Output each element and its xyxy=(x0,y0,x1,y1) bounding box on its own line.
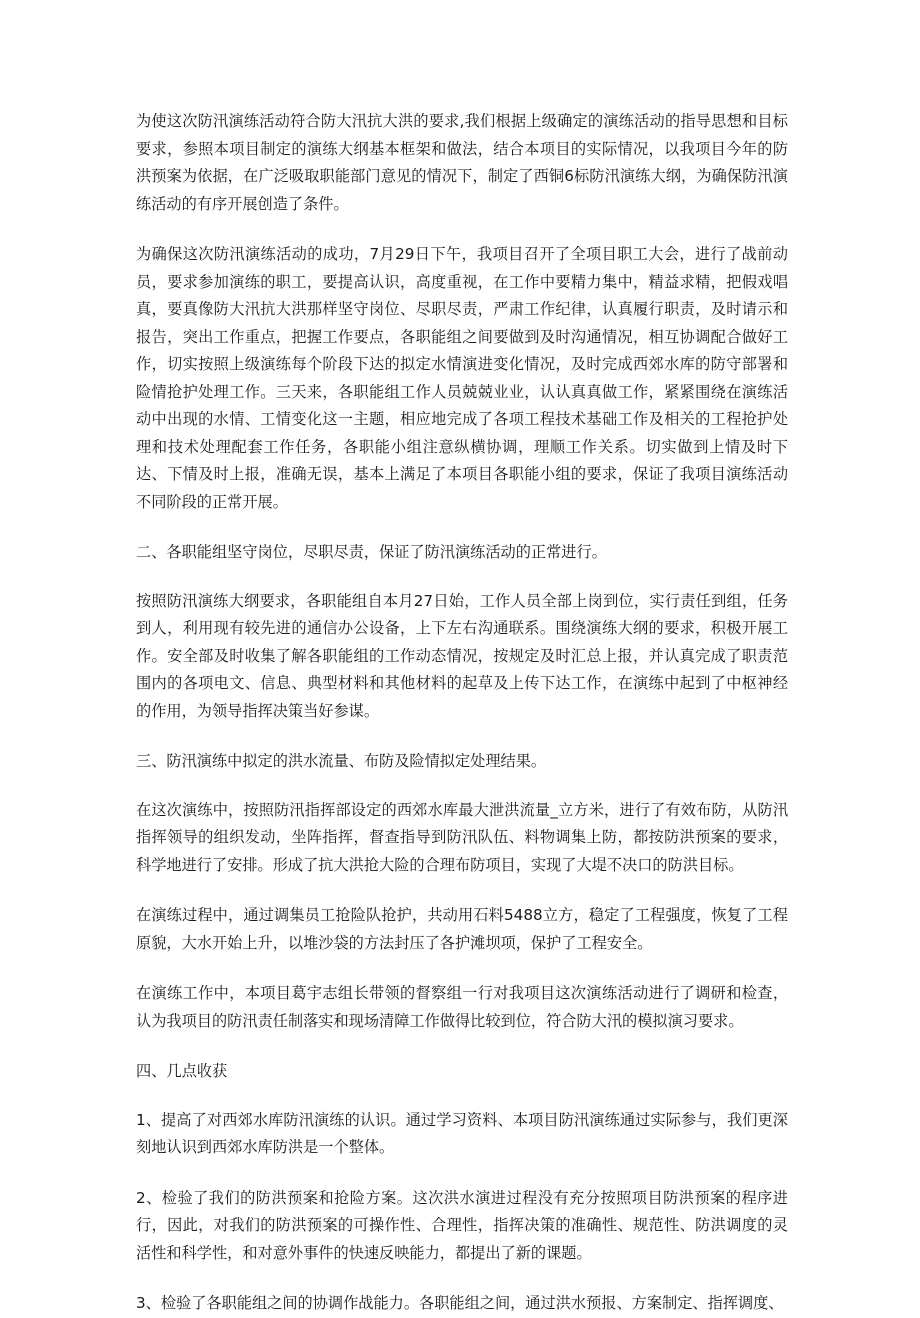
paragraph-flood-deployment: 在这次演练中，按照防汛指挥部设定的西郊水库最大泄洪流量_立方米，进行了有效布防，从防汛指挥领导的组织发动，坐阵指挥，督查指导到防汛队伍、料物调集上防，都按防洪预案的要求，科学地进行了安排。形成了抗大洪抢大险的合理布防项目，实现了大堤不决口的防洪目标。 xyxy=(136,800,788,874)
section-heading-2: 二、各职能组坚守岗位，尽职尽责，保证了防汛演练活动的正常进行。 xyxy=(136,543,607,561)
paragraph-rescue: 在演练过程中，通过调集员工抢险队抢护，共动用石料5488立方，稳定了工程强度，恢复了工程原貌，大水开始上升，以堆沙袋的方法封压了各护滩坝项，保护了工程安全。 xyxy=(136,906,788,952)
paragraph-mobilization: 为确保这次防汛演练活动的成功，7月29日下午，我项目召开了全项目职工大会，进行了战前动员，要求参加演练的职工，要提高认识，高度重视，在工作中要精力集中，精益求精，把假戏唱真，要真像防大汛抗大洪那样坚守岗位、尽职尽责，严肃工作纪律，认真履行职责，及时请示和报告，突出工作重点，把握工作要点，各职能组之间要做到及时沟通情况，相互协调配合做好工作，切实按照上级演练每个阶段下达的拟定水情演进变化情况，及时完成西郊水库的防守部署和险情抢护处理工作。三天来，各职能组工作人员兢兢业业，认认真真做工作，紧紧围绕在演练活动中出现的水情、工情变化这一主题，相应地完成了各项工程技术基础工作及相关的工程抢护处理和技术处理配套工作任务，各职能小组注意纵横协调，理顺工作关系。切实做到上情及时下达、下情及时上报，准确无误，基本上满足了本项目各职能小组的要求，保证了我项目演练活动不同阶段的正常开展。 xyxy=(136,245,788,511)
section-heading-4: 四、几点收获 xyxy=(136,1062,228,1080)
document-body xyxy=(136,108,788,1318)
section-heading-3: 三、防汛演练中拟定的洪水流量、布防及险情拟定处理结果。 xyxy=(136,752,547,770)
paragraph-duty: 按照防汛演练大纲要求，各职能组自本月27日始，工作人员全部上岗到位，实行责任到组，任务到人，利用现有较先进的通信办公设备，上下左右沟通联系。围绕演练大纲的要求，积极开展工作。安全部及时收集了解各职能组的工作动态情况，按规定及时汇总上报，并认真完成了职责范围内的各项电文、信息、典型材料和其他材料的起草及上传下达工作，在演练中起到了中枢神经的作用，为领导指挥决策当好参谋。 xyxy=(136,591,788,720)
list-item-3: 3、检验了各职能组之间的协调作战能力。各职能组之间，通过洪水预报、方案制定、指挥调度、 xyxy=(136,1294,784,1312)
paragraph-inspection: 在演练工作中，本项目葛宇志组长带领的督察组一行对我项目这次演练活动进行了调研和检查，认为我项目的防汛责任制落实和现场清障工作做得比较到位，符合防大汛的模拟演习要求。 xyxy=(136,984,788,1030)
list-item-1: 1、提高了对西郊水库防汛演练的认识。通过学习资料、本项目防汛演练通过实际参与，我们更深刻地认识到西郊水库防洪是一个整体。 xyxy=(136,1110,788,1156)
list-item-2: 2、检验了我们的防洪预案和抢险方案。这次洪水演进过程没有充分按照项目防洪预案的程序进行，因此，对我们的防洪预案的可操作性、合理性，指挥决策的准确性、规范性、防洪调度的灵活性和科学性，和对意外事件的快速反映能力，都提出了新的课题。 xyxy=(136,1188,788,1262)
paragraph-intro: 为使这次防汛演练活动符合防大汛抗大洪的要求,我们根据上级确定的演练活动的指导思想和目标要求，参照本项目制定的演练大纲基本框架和做法，结合本项目的实际情况，以我项目今年的防洪预案为依据，在广泛吸取职能部门意见的情况下，制定了西铜6标防汛演练大纲，为确保防汛演练活动的有序开展创造了条件。 xyxy=(136,112,788,213)
